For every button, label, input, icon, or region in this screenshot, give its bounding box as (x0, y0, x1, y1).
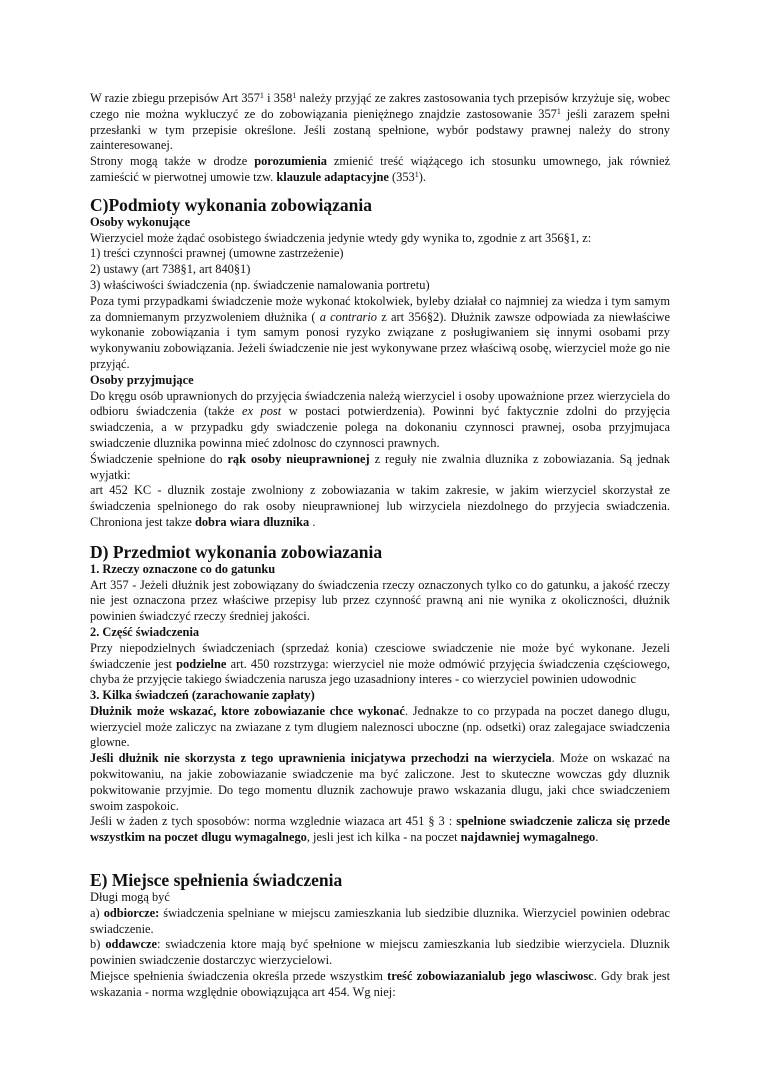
section-c-paragraph-4: Świadczenie spełnione do rąk osoby nieuprawnionej z reguły nie zwalnia dluznika z zobowiazania. Są jednak wyjatki: (90, 451, 670, 482)
intro-paragraph-2: Strony mogą także w drodze porozumienia zmienić treść wiążącego ich stosunku umownego, jak również zamieścić w pierwotnej umowie tzw. klauzule adaptacyjne $(353^1)$. (90, 154, 671, 184)
section-c-paragraph-1: Wierzyciel może żądać osobistego świadczenia jedynie wtedy gdy wynika to, zgodnie z art 356§1, z: (90, 230, 592, 245)
section-c-paragraph-3: Do kręgu osób uprawnionych do przyjęcia świadczenia należą wierzyciel i osoby upoważnione przez wierzyciela do odbioru świadczenia (także ex post w postaci potwierdzenia). Powinni być faktycznie zdolni do przyjęcia swiadczenia, a w przypadku gdy swiadczenie polega na dokonaniu czynnosci prawnej, osoba przyjmujaca swiadczenie dluznika powinna mieć zdolnosc do czynnosci prawnych. (90, 388, 670, 450)
subheading-czesc-swiadczenia: 2. Część świadczenia (90, 624, 200, 639)
section-e-paragraph-3: b) oddawcze: swiadczenia ktore mają być spełnione w miejscu zamieszkania lub siedzibie wierzyciela. Dluznik powinien swiadczenie dostarczyc wierzycielowi. (90, 937, 671, 968)
subheading-osoby-wykonujace: Osoby wykonujące (90, 214, 191, 229)
section-d-paragraph-4: Jeśli dłużnik nie skorzysta z tego uprawnienia inicjatywa przechodzi na wierzyciela. Może on wskazać na pokwitowaniu, na jakie zobowiazanie swiadczenie ma być zaliczone. Jest to skuteczne wowczas gdy dluznik pokwitowanie przyjmie. Do tego momentu dluznik zachowuje prawo wskazania dlugu, jaki chce swiadczeniem swoim zaspokoic. (90, 751, 670, 813)
section-d-paragraph-3: Dłużnik może wskazać, ktore zobowiazanie chce wykonać. Jednakze to co przypada na poczet danego dlugu, wierzyciel może zaliczyc na zwiazane z tym dlugiem naleznosci uboczne (np. odsetki) oraz zalegajace swiadczenia glowne. (90, 703, 670, 750)
section-c-paragraph-2: Poza tymi przypadkami świadczenie może wykonać ktokolwiek, byleby działał co najmniej za wiedza i tym samym za domniemanym przyzwoleniem dłużnika ( a contrario z art 356§2). Dłużnik zawsze odpowiada za niewłaściwe wykonanie zobowiązania i tym samym ponosi ryzyko związane z posługiwaniem się innymi osobami przy wykonywaniu zobowiązania. Jeżeli świadczenie nie jest wykonywane przez właściwą osobę, wierzyciel może go nie przyjąć. (90, 293, 670, 371)
subheading-osoby-przyjmujace: Osoby przyjmujące (90, 372, 194, 387)
section-d-paragraph-1: Art 357 - Jeżeli dłużnik jest zobowiązany do świadczenia rzeczy oznaczonych tylko co do gatunku, a jakość rzeczy nie jest oznaczona przez właściwe przepisy lub przez czynność prawną ani nie wynika z okoliczności, dłużnik powinien świadczyć rzeczy średniej jakości. (90, 577, 670, 624)
section-e-paragraph-4: Miejsce spełnienia świadczenia określa przede wszystkim treść zobowiazanialub jego wlasciwosc. Gdy brak jest wskazania - norma względnie obowiązująca art 454. Wg niej: (90, 969, 671, 999)
subheading-rzeczy-oznaczone: 1. Rzeczy oznaczone co do gatunku (90, 561, 276, 576)
list-item: 3) właściwości świadczenia (np. świadczenie namalowania portretu) (90, 277, 430, 292)
intro-paragraph-1: W razie zbiegu przepisów Art $357^1$ i $358^1$ należy przyjąć ze zakres zastosowania tych przepisów krzyżuje się, wobec czego nie można wykluczyć ze do zobowiązania pieniężnego znajdzie zastosowanie $357^1$ jeśli zarazem spełni przesłanki w tym przepisie określone. Jeśli zostaną spełnione, wybór podstawy prawnej należy do strony zainteresowanej. (90, 91, 670, 153)
section-c-paragraph-5: art 452 KC - dluznik zostaje zwolniony z zobowiazania w takim zakresie, w jakim wierzyciel skorzystał ze świadczenia spelnionego do rak osoby nieuprawnionej lub wirzyciela niezdolnego do przyjecia swiadczenia. Chroniona jest takze dobra wiara dluznika . (90, 483, 670, 529)
list-item: 2) ustawy (art 738§1, art 840§1) (90, 262, 251, 277)
subheading-kilka-swiadczen: 3. Kilka świadczeń (zarachowanie zapłaty) (90, 688, 315, 703)
section-d-paragraph-5: Jeśli w żaden z tych sposobów: norma wzglednie wiazaca art 451 § 3 : spelnione swiadczenie zalicza się przede wszystkim na poczet dlugu wymagalnego, jesli jest ich kilka - na poczet najdawniej wymagalnego. (90, 814, 671, 845)
section-d-heading: D) Przedmiot wykonania zobowiazania (90, 541, 383, 562)
section-e-paragraph-2: a) odbiorcze: świadczenia spelniane w miejscu zamieszkania lub siedzibie dluznika. Wierzyciel powinien odebrac swiadczenie. (90, 905, 670, 936)
section-e-paragraph-1: Długi mogą być (90, 890, 170, 905)
list-item: 1) treści czynności prawnej (umowne zastrzeżenie) (90, 246, 344, 261)
page-content (90, 91, 670, 1001)
section-e-heading: E) Miejsce spełnienia świadczenia (90, 870, 343, 891)
section-c-heading: C)Podmioty wykonania zobowiązania (90, 194, 372, 215)
section-d-paragraph-2: Przy niepodzielnych świadczeniach (sprzedaż konia) czesciowe swiadczenie nie może być wykonane. Jezeli świadczenie jest podzielne art. 450 rozstrzyga: wierzyciel nie może odmówić przyjęcia świadczenia częściowego, chyba że przyjęcie takiego świadczenia narusza jego uzasadniony interes - co wierzyciel powinien udowodnic (90, 640, 670, 687)
